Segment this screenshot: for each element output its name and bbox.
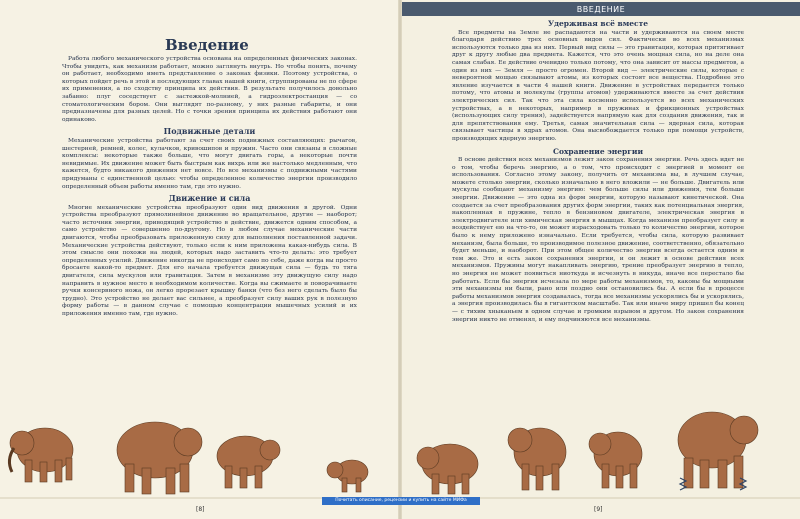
mammoth-1 [9,428,73,482]
motion-force-paragraph: Многие механические устройства преобразуют один вид движения в другой. Одни устройства преобразуют прямолинейное движение во вращательное, другие — наоборот; часто источник энергии, приводящий устройство в действие, движется одним способом, а само устройство — совершенно по-другому. Но в любом случае механические части двигаются, чтобы преобразовать приложенную силу для выполнения поставленной задачи. Механические устройства действуют, только если к ним приложена какая-нибудь сила. В этом смысле они похожи на людей, которых надо заставить что-то делать: это требует определенных усилий. Движение никогда не происходит само по себе, даже когда вы просто бросаете какой-то предмет. Для его начала требуется движущая сила — будь то тяга двигателя, сила мускулов или гравитация. Затем в механизме эту движущую силу надо направить в нужное место в необходимом количестве. Когда вы сжимаете и поворачиваете ручки консервного ножа, он легко прорезает крышку банки (что без него сделать было бы трудно). Это устройство не делает вас сильнее, а преобразует силу ваших рук в полезную форму работы — в данном случае с помощью концентрации мышечных усилий и их приложения именно там, где нужно. [62,204,357,317]
section-heading-moving-parts: Подвижные детали [163,126,256,137]
running-header-title: ВВЕДЕНИЕ [576,4,626,14]
page-number-right: [9] [594,506,603,513]
mammoth-2 [117,422,202,494]
page-number-left: [8] [196,506,205,513]
right-text-column [452,18,744,326]
intro-paragraph: Работа любого механического устройства основана на определенных физических законах. Чтобы увидеть, как механизм работает, можно заглянуть внутрь. Но чтобы понять, почему он работает, необходимо иметь представление о законах физики. Поэтому устройства, о которых пойдет речь в этой и последующих главах нашей книги, сгруппированы не по сфере их применения, а по сходству принципа их действия. В результате получилось довольно забавно: плуг соседствует с застежкой-молнией, а гидроэлектростанция — со стоматологическим бором. Они выглядят по-разному, у них разные габариты, и они предназначены для разных целей. Но с точки зрения принципа их действия работают они одинаково. [62,56,357,123]
section-heading-motion-force: Движение и сила [168,193,251,204]
page-title: Введение [165,36,249,54]
mammoth-7 [589,432,642,488]
mammoth-illustration [0,398,800,508]
running-header [402,2,800,16]
moving-parts-paragraph: Механические устройства работают за счет своих подвижных составляющих: рычагов, шестерней, ремней, колес, кулачков, кривошипов и пружин. Часто они связаны в сложные комплексы: некоторые также больше, что могут двигать горы, а некоторые почти невидимые. Их движение может быть быстрым как вихрь или же настолько медленным, что кажется, будто никакого движения нет вовсе. Но все механизмы с подвижными частями придуманы с единственной целью: чтобы определенное количество энергии производило определенный объем работы именно там, где это нужно. [62,137,357,190]
mammoth-8 [678,412,758,488]
shop-banner-link[interactable]: Почитать описание, рецензии и купить на сайте МИФа [322,497,480,505]
section-heading-conservation: Сохранение энергии [552,146,644,156]
section-heading-holding-together: Удерживая всё вместе [547,19,649,28]
mammoth-5 [417,444,478,494]
holding-together-paragraph: Все предметы на Земле не распадаются на части и удерживаются на своем месте благодаря действию трех основных видов сил. Фактически во всех механизмах используются только два из них. Первый вид силы — это гравитация, которая притягивает друг к другу любые два предмета. Кажется, что это очень мощная сила, но на деле она самая слабая. Ее действие очевидно только потому, что она зависит от массы предметов, а один из них — Земля — просто огромен. Второй вид — электрические силы, которые с невероятной мощью связывают атомы, из которых состоят все вещества. Подробнее это явление изучается в части 4 нашей книги. Движение в устройствах передается только потому, что атомы и молекулы (группы атомов) удерживаются вместе за счет действия электрических сил. Так что эта сила косвенно используется во всех механических устройствах, а в некоторых, например в пружинах и фрикционных устройствах (использующих силу трения), задействуется напрямую как для создания движения, так и для препятствования ему. Третья, самая значительная сила — ядерная сила, которая связывает частицы в ядрах атомов. Она высвобождается только при помощи устройств, производящих ядерную энергию. [452,29,744,142]
mammoth-6 [508,428,566,490]
left-text-column [62,56,357,321]
conservation-paragraph: В основе действия всех механизмов лежит закон сохранения энергии. Речь здесь идет не о том, чтобы беречь энергию, а о том, что происходит с энергией в момент ее использования. Согласно этому закону, получить от механизма вы, в лучшем случае, можете столько энергии, сколько изначально в него вложили — не больше. Двигатель или мускулы сообщают механизму энергию: чем больше силы или движения, тем больше энергии. Движение — это одна из форм энергии, которую называют кинетической. Она создается за счет преобразования других форм энергии, таких как потенциальная энергия, накопленная в пружине, тепло в бензиновом двигателе, электрическая энергия в электродвигателе или химическая энергия в мышцах. Когда механизм преобразует силу и воздействует ею на что-то, он может израсходовать только то количество энергии, которое было к нему приложено изначально. Если требуется, чтобы сила, которую развивает механизм, была больше, то производимое полезное движение, соответственно, обязательно будет меньше, и наоборот. При этом общее количество энергии всегда остается одним и тем же. Это и есть закон сохранения энергии, и он лежит в основе действия всех механизмов. Пружины могут накапливать энергию, трение преобразует энергию в тепло, но энергия не может появиться ниоткуда и исчезнуть в никуда, иначе все перестало бы работать. Если бы энергия исчезала по мере работы механизмов, то, каковы бы мощными эти механизмы ни были, рано или поздно они остановились бы. А если бы в процессе работы механизмов энергия создавалась, тогда все механизмы ускорялись бы и ускорялись, а энергия производилась бы в гигантском масштабе. Так или иначе миру пришел бы конец — с тихим хныканьем в одном случае и громким взрывом в другом. Но закон сохранения энергии никто не отменял, и ему подчиняются все механизмы. [452,157,744,323]
mammoth-4 [327,460,368,492]
mammoth-3 [217,436,280,488]
